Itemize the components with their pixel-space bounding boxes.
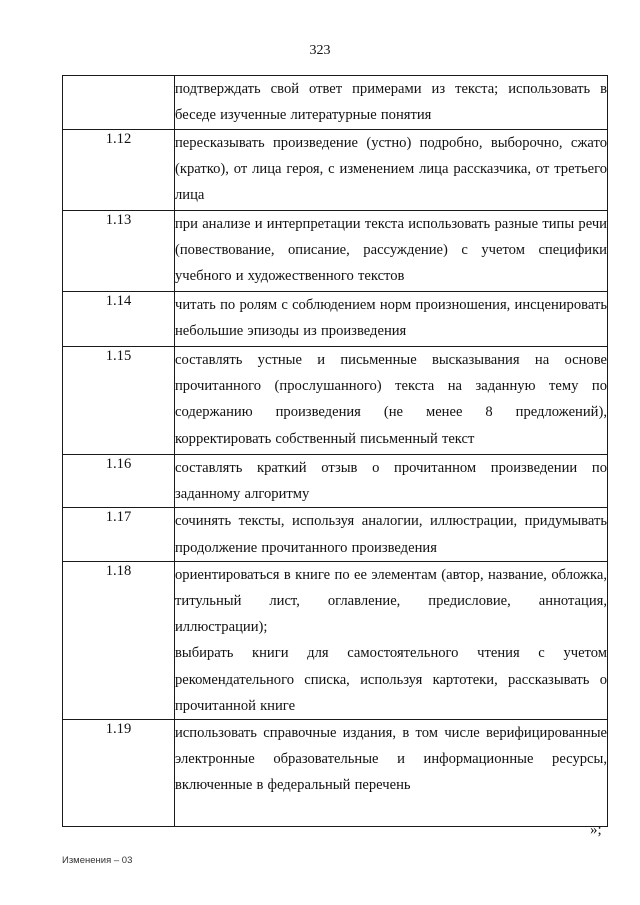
row-number: 1.16 xyxy=(63,455,175,508)
row-paragraph: сочинять тексты, используя аналогии, иллюстрации, придумывать продолжение прочитанного произведения xyxy=(175,513,607,556)
row-paragraph: составлять краткий отзыв о прочитанном произведении по заданному алгоритму xyxy=(175,460,607,503)
row-number xyxy=(63,76,175,130)
row-text xyxy=(175,561,608,719)
row-text xyxy=(175,455,608,508)
row-paragraph: читать по ролям с соблюдением норм произношения, инсценировать небольшие эпизоды из произведения xyxy=(175,297,607,340)
row-paragraph: ориентироваться в книге по ее элементам (автор, название, обложка, титульный лист, оглавление, предисловие, аннотация, иллюстрации); xyxy=(175,566,607,636)
page-number: 323 xyxy=(309,43,331,58)
row-paragraph: подтверждать свой ответ примерами из текста; использовать в беседе изученные литературные понятия xyxy=(175,81,607,124)
row-paragraph: составлять устные и письменные высказывания на основе прочитанного (прослушанного) текста на заданную тему по содержанию произведения (не менее 8 предложений), корректировать собственный письменный текст xyxy=(175,352,607,447)
table-row xyxy=(63,292,608,347)
requirements-table xyxy=(62,75,608,827)
row-text xyxy=(175,211,608,292)
table-row xyxy=(63,561,608,719)
table-row xyxy=(63,347,608,455)
table-row xyxy=(63,508,608,561)
row-paragraph: выбирать книги для самостоятельного чтения с учетом рекомендательного списка, используя картотеки, рассказывать о прочитанной книге xyxy=(175,645,607,714)
row-number: 1.13 xyxy=(63,211,175,292)
table-row xyxy=(63,455,608,508)
row-text xyxy=(175,347,608,455)
row-text xyxy=(175,130,608,211)
row-text xyxy=(175,76,608,130)
row-number: 1.15 xyxy=(63,347,175,455)
closing-quote-mark: »; xyxy=(590,822,602,838)
row-number: 1.12 xyxy=(63,130,175,211)
row-text xyxy=(175,720,608,827)
row-number: 1.19 xyxy=(63,720,175,827)
row-number: 1.14 xyxy=(63,292,175,347)
row-paragraph: при анализе и интерпретации текста использовать разные типы речи (повествование, описание, рассуждение) с учетом специфики учебного и художественного текстов xyxy=(175,216,607,285)
footer-note: Изменения – 03 xyxy=(62,855,133,866)
row-text xyxy=(175,292,608,347)
table-row xyxy=(63,720,608,827)
table-row xyxy=(63,211,608,292)
row-text xyxy=(175,508,608,561)
table-row xyxy=(63,76,608,130)
row-paragraph: использовать справочные издания, в том числе верифицированные электронные образовательные и информационные ресурсы, включенные в федеральный перечень xyxy=(175,725,607,794)
row-number: 1.18 xyxy=(63,561,175,719)
table-row xyxy=(63,130,608,211)
row-paragraph: пересказывать произведение (устно) подробно, выборочно, сжато (кратко), от лица героя, с изменением лица рассказчика, от третьего лица xyxy=(175,135,607,204)
row-number: 1.17 xyxy=(63,508,175,561)
